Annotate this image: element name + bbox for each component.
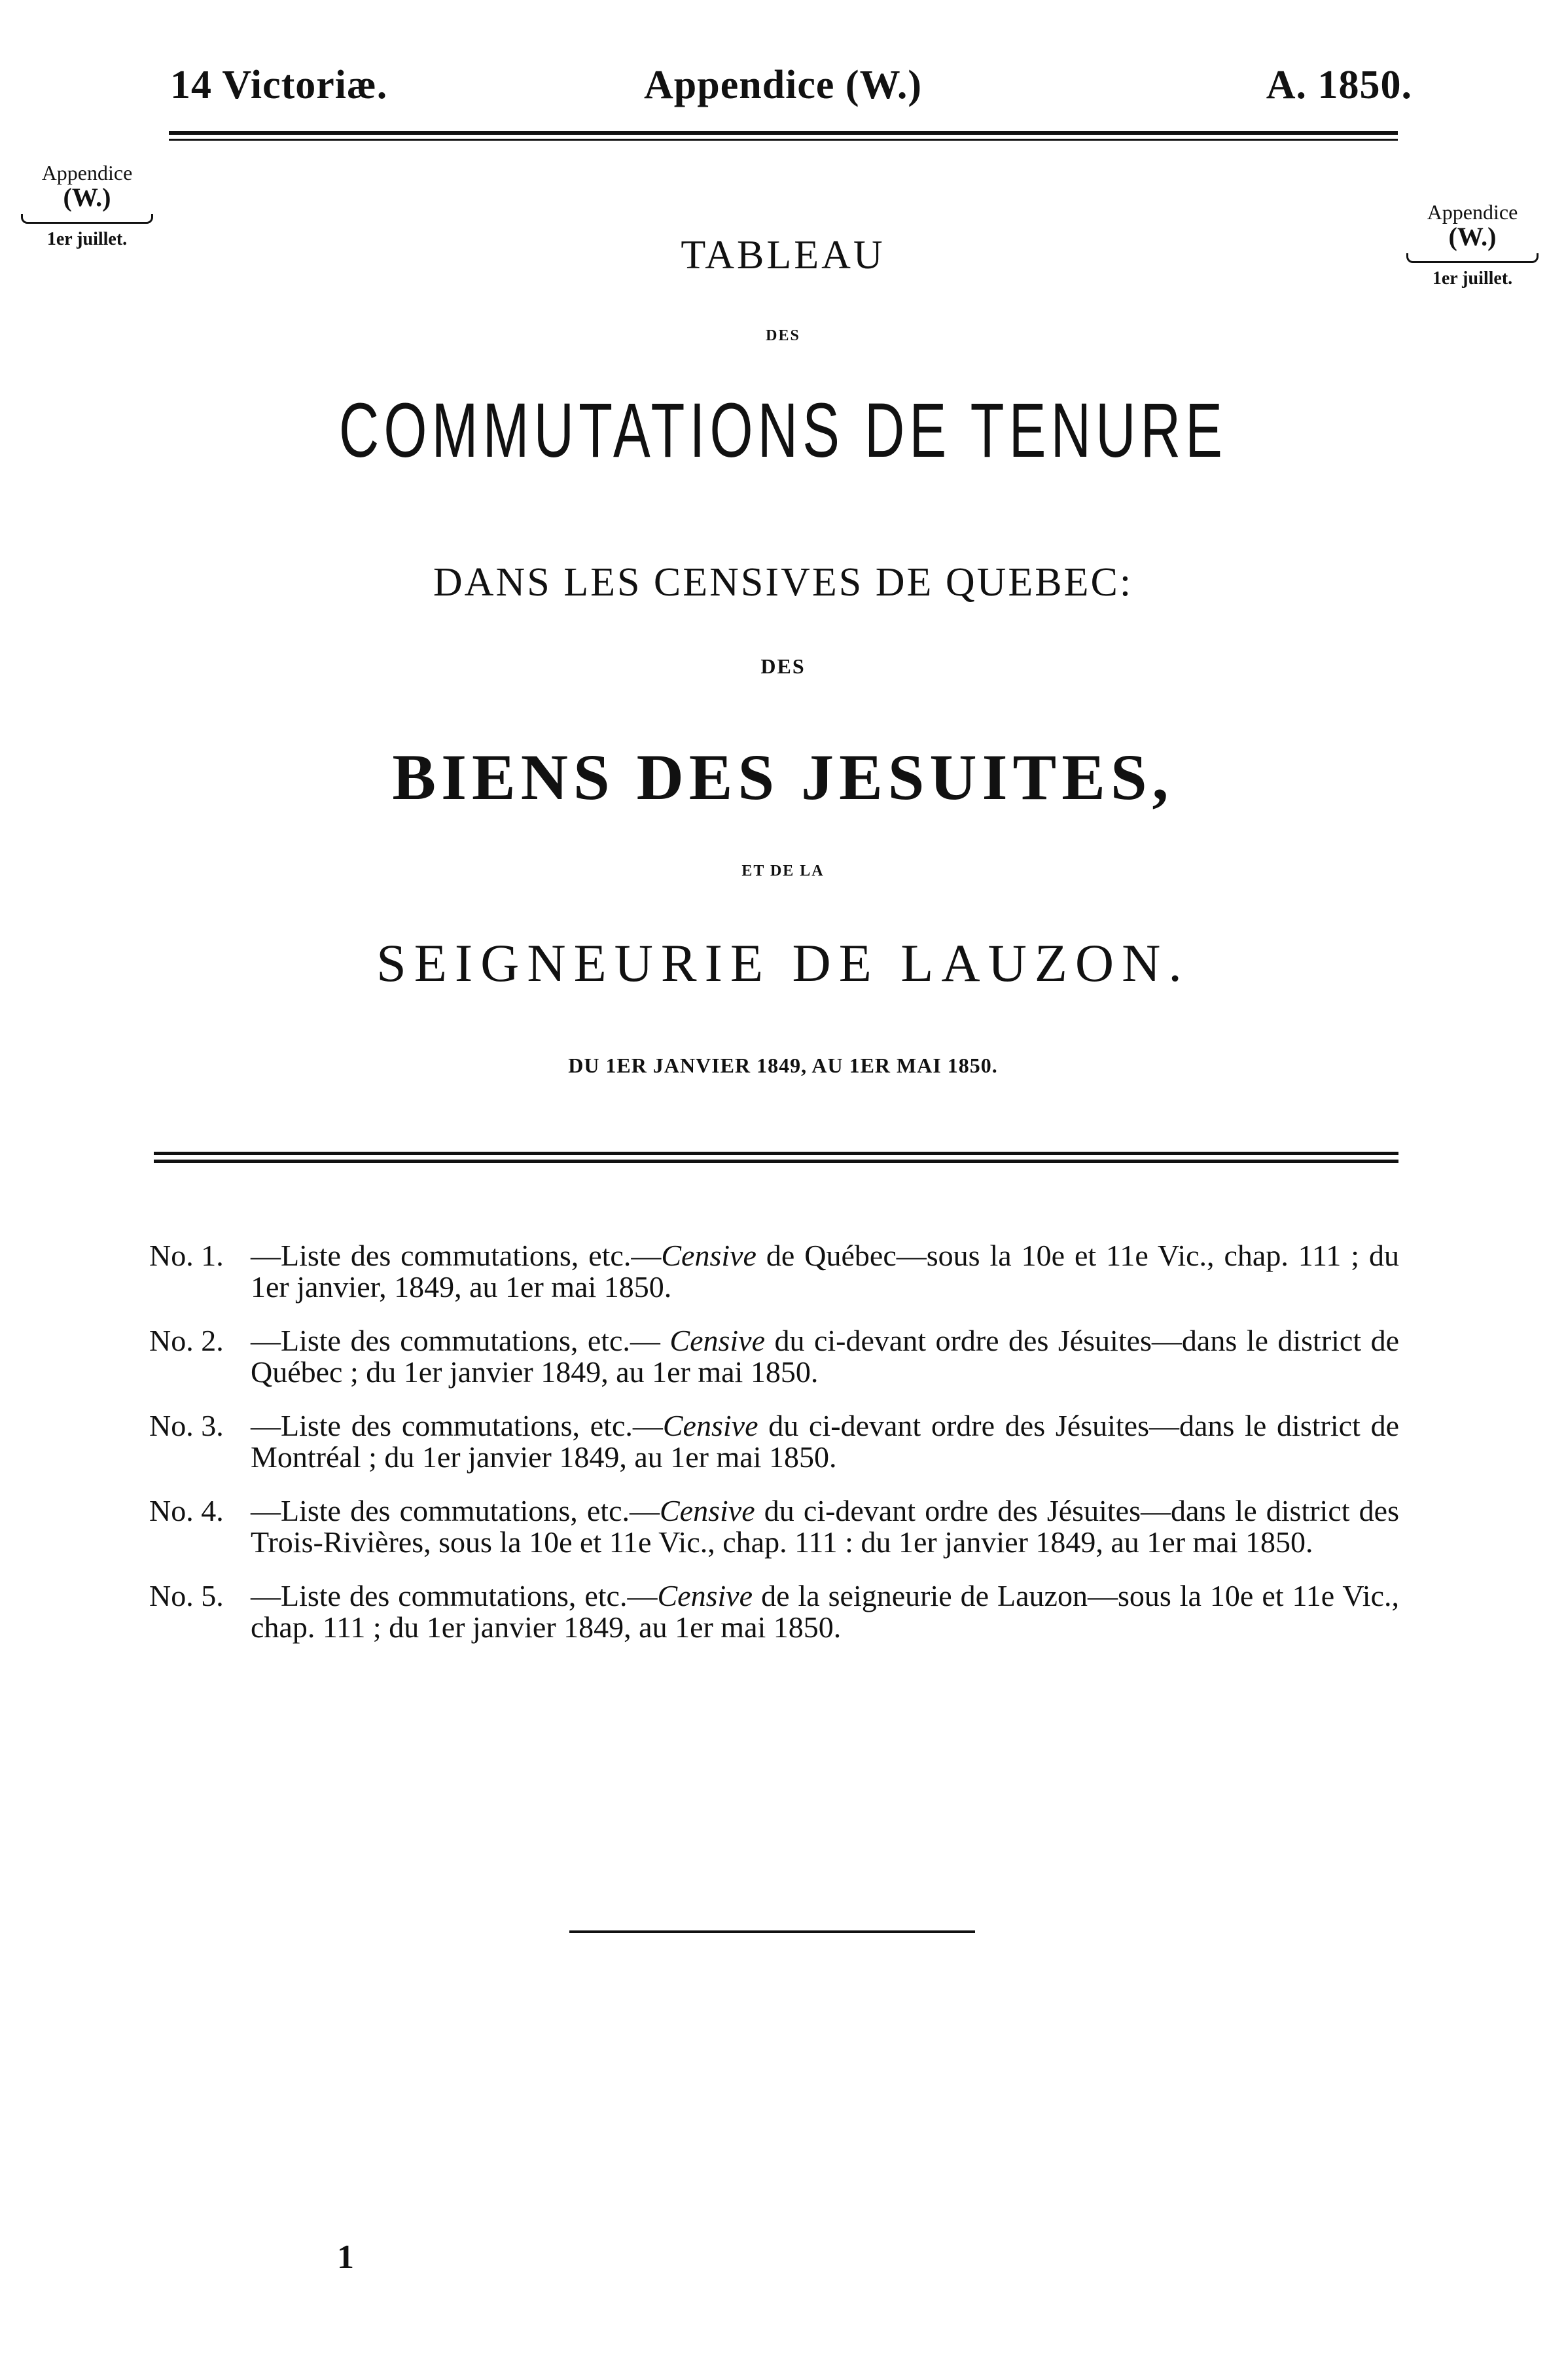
header-rule-thick xyxy=(169,131,1398,135)
list-item xyxy=(149,1240,1399,1303)
running-header-left: 14 Victoriæ. xyxy=(170,63,388,107)
list-item xyxy=(149,1325,1399,1388)
section-rule-top xyxy=(154,1152,1398,1155)
title-tableau: TABLEAU xyxy=(681,233,885,277)
item-text: —Liste des commutations, etc.—Censive du ci-devant ordre des Jésuites—dans le district de Montréal ; du 1er janvier 1849, au 1er mai 1850. xyxy=(251,1409,1399,1474)
margin-note-date: 1er juillet. xyxy=(46,229,128,249)
margin-note-letter: (W.) xyxy=(1448,222,1497,251)
title-seigneurie: SEIGNEURIE DE LAUZON. xyxy=(376,933,1190,993)
contents-list xyxy=(149,1240,1399,1665)
item-text: —Liste des commutations, etc.—Censive du ci-devant ordre des Jésuites—dans le district des Trois-Rivières, sous la 10e et 11e Vic., chap. 111 : du 1er janvier 1849, au 1er mai 1850. xyxy=(251,1494,1399,1559)
title-des: DES xyxy=(766,327,800,344)
title-des-second: DES xyxy=(760,654,806,678)
brace-icon xyxy=(21,213,153,226)
item-text: —Liste des commutations, etc.—Censive de la seigneurie de Lauzon—sous la 10e et 11e Vic., chap. 111 ; du 1er janvier 1849, au 1er mai 1850. xyxy=(251,1579,1399,1644)
margin-note-title: Appendice xyxy=(1427,200,1518,224)
page-number: 1 xyxy=(337,2239,354,2276)
item-italic: Censive xyxy=(657,1579,753,1612)
margin-note-title: Appendice xyxy=(41,161,133,185)
list-item xyxy=(149,1495,1399,1558)
list-item xyxy=(149,1410,1399,1473)
title-dates: DU 1ER JANVIER 1849, AU 1ER MAI 1850. xyxy=(568,1054,998,1077)
closing-rule xyxy=(569,1930,975,1933)
item-number: No. 2. xyxy=(149,1324,224,1357)
item-text: —Liste des commutations, etc.— Censive du ci-devant ordre des Jésuites—dans le district de Québec ; du 1er janvier 1849, au 1er mai 1850. xyxy=(251,1324,1399,1389)
list-item xyxy=(149,1580,1399,1643)
running-header-right: A. 1850. xyxy=(1266,63,1412,107)
margin-note-letter: (W.) xyxy=(63,183,111,212)
running-header-center: Appendice (W.) xyxy=(643,63,923,107)
item-italic: Censive xyxy=(669,1324,766,1357)
item-italic: Censive xyxy=(660,1494,755,1527)
item-number: No. 1. xyxy=(149,1239,224,1272)
title-censives: DANS LES CENSIVES DE QUEBEC: xyxy=(433,560,1133,605)
item-number: No. 4. xyxy=(149,1494,224,1527)
margin-note-date: 1er juillet. xyxy=(1432,268,1513,289)
item-number: No. 3. xyxy=(149,1409,224,1442)
title-commutations: COMMUTATIONS DE TENURE xyxy=(338,387,1228,474)
title-biens: BIENS DES JESUITES, xyxy=(392,741,1174,813)
header-rule-thin xyxy=(169,139,1398,141)
title-et-de-la: ET DE LA xyxy=(741,862,825,879)
item-italic: Censive xyxy=(662,1409,758,1442)
item-italic: Censive xyxy=(661,1239,756,1272)
section-rule-bottom xyxy=(154,1160,1398,1163)
item-number: No. 5. xyxy=(149,1579,224,1612)
item-text: —Liste des commutations, etc.—Censive de Québec—sous la 10e et 11e Vic., chap. 111 ; du 1er janvier, 1849, au 1er mai 1850. xyxy=(251,1239,1399,1304)
